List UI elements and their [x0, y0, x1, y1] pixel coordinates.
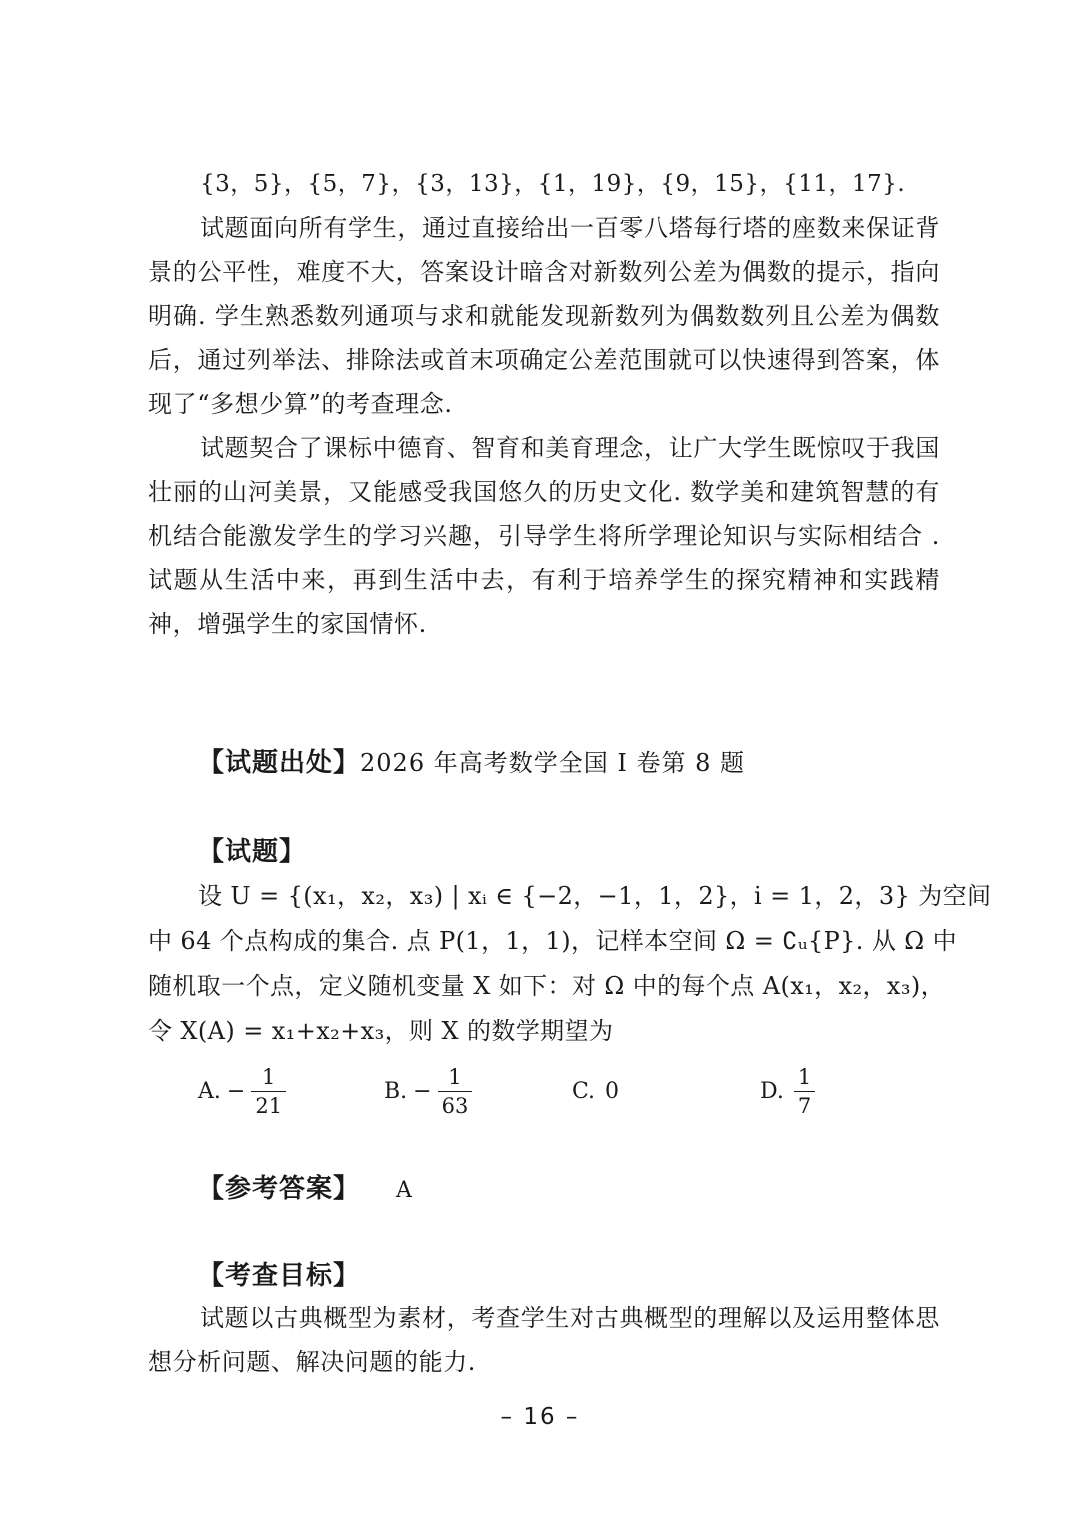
answer-options	[148, 1058, 940, 1124]
question-heading: 【试题】	[198, 837, 307, 867]
option-b-sign: −	[413, 1078, 432, 1104]
option-a-fraction	[251, 1063, 286, 1120]
option-b-fraction	[438, 1063, 473, 1120]
option-d-letter: D.	[760, 1078, 784, 1104]
answer-heading	[148, 1168, 940, 1205]
option-b	[384, 1058, 472, 1124]
option-d-fraction	[794, 1063, 815, 1120]
set-list-line: {3，5}，{5，7}，{3，13}，{1，19}，{9，15}，{11，17}.	[200, 171, 906, 197]
option-c	[572, 1058, 619, 1124]
source-label: 【试题出处】	[198, 748, 361, 778]
option-b-denominator: 63	[438, 1091, 473, 1120]
option-d	[760, 1058, 815, 1124]
question-body	[148, 874, 992, 1054]
option-b-numerator: 1	[448, 1064, 462, 1089]
analysis-paragraph-2: 试题契合了课标中德育、智育和美育理念，让广大学生既惊叹于我国壮丽的山河美景，又能感受我国悠久的历史文化. 数学美和建筑智慧的有机结合能激发学生的学习兴趣，引导学生将所学理论知识与实际相结合 . 试题从生活中来，再到生活中去，有利于培养学生的探究精神和实践精神，增强学生的家国情怀.	[148, 434, 940, 638]
option-d-numerator: 1	[797, 1064, 812, 1089]
question-line-1: 设 U = {(x₁，x₂，x₃) | xᵢ ∈ {−2，−1，1，2}，i = 1，2，3} 为空间	[198, 882, 992, 910]
page-content	[148, 162, 992, 1384]
option-a	[198, 1058, 286, 1124]
option-c-letter: C.	[572, 1078, 596, 1104]
option-a-numerator: 1	[262, 1064, 276, 1089]
objective-heading: 【考查目标】	[198, 1261, 361, 1291]
page-number: – 16 –	[500, 1404, 580, 1430]
question-line-3: 随机取一个点，定义随机变量 X 如下：对 Ω 中的每个点 A(x₁，x₂，x₃)，	[148, 972, 946, 1000]
option-d-denominator: 7	[794, 1091, 815, 1120]
objective-paragraph: 试题以古典概型为素材，考查学生对古典概型的理解以及运用整体思想分析问题、解决问题的能力.	[148, 1304, 940, 1376]
option-b-letter: B.	[384, 1078, 408, 1104]
analysis-paragraph-1: 试题面向所有学生，通过直接给出一百零八塔每行塔的座数来保证背景的公平性，难度不大，答案设计暗含对新数列公差为偶数的提示，指向明确. 学生熟悉数列通项与求和就能发现新数列为偶数数列且公差为偶数后，通过列举法、排除法或首末项确定公差范围就可以快速得到答案，体现了“多想少算”的考查理念.	[148, 214, 940, 418]
answer-value: A	[396, 1178, 413, 1203]
question-line-2: 中 64 个点构成的集合. 点 P(1，1，1)，记样本空间 Ω = ∁ᵤ{P}. 从 Ω 中	[148, 927, 958, 955]
source-text: 2026 年高考数学全国 Ⅰ 卷第 8 题	[360, 749, 745, 777]
option-a-letter: A.	[198, 1078, 221, 1104]
question-line-4: 令 X(A) = x₁+x₂+x₃，则 X 的数学期望为	[148, 1017, 614, 1045]
option-c-value: 0	[605, 1078, 620, 1104]
source-heading	[148, 742, 940, 779]
option-a-denominator: 21	[251, 1091, 286, 1120]
answer-label: 【参考答案】	[198, 1174, 361, 1204]
option-a-sign: −	[226, 1078, 246, 1104]
